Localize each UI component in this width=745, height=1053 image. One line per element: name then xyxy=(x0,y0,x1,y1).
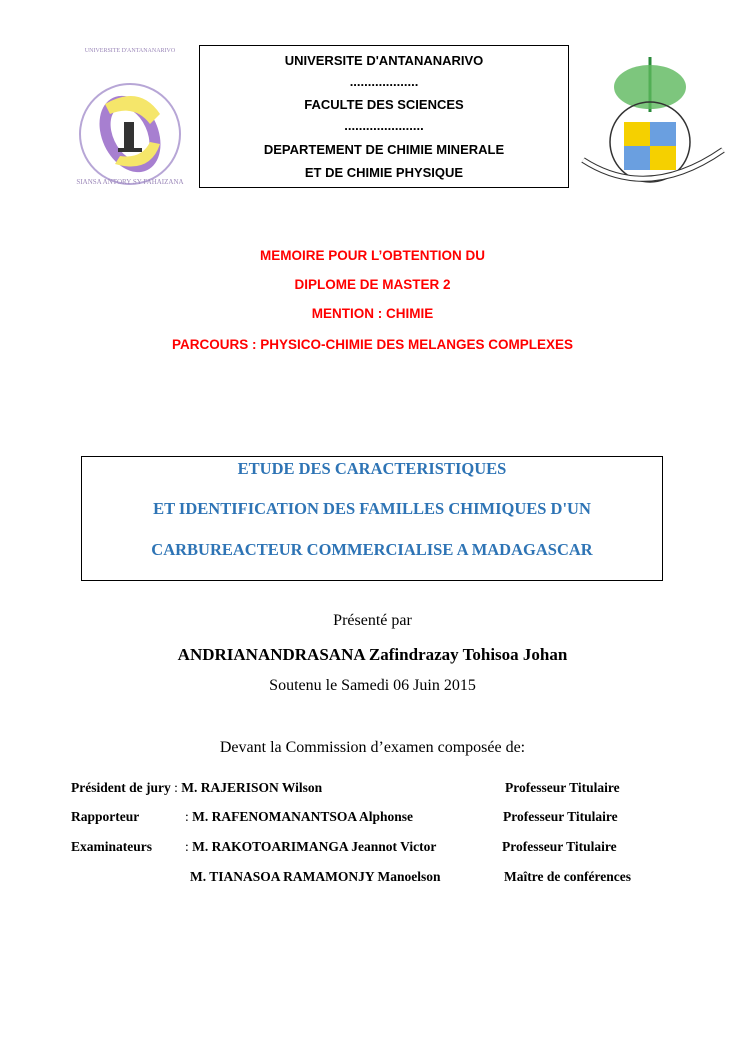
faculty-logo xyxy=(70,44,190,192)
mention: MENTION : CHIMIE xyxy=(311,306,434,321)
parcours: PARCOURS : PHYSICO-CHIMIE DES MELANGES COMPLEXES xyxy=(171,337,574,352)
title-line-2: ET IDENTIFICATION DES FAMILLES CHIMIQUES D'UN xyxy=(153,499,591,518)
separator: ................... xyxy=(349,74,419,89)
jury-separator: : xyxy=(174,780,178,795)
memoire-line-2: DIPLOME DE MASTER 2 xyxy=(294,277,451,292)
separator: ...................... xyxy=(344,118,424,133)
author-name: ANDRIANANDRASANA Zafindrazay Tohisoa Johan xyxy=(177,645,568,664)
svg-text:UNIVERSITE D'ANTANANARIVO: UNIVERSITE D'ANTANANARIVO xyxy=(84,48,176,54)
jury-separator: : xyxy=(185,839,189,854)
jury-row xyxy=(71,780,322,796)
jury-title: Professeur Titulaire xyxy=(505,780,620,795)
jury-name: M. RAJERISON Wilson xyxy=(181,780,323,795)
thesis-title-box xyxy=(81,456,663,581)
memoire-line-1: MEMOIRE POUR L’OBTENTION DU xyxy=(259,248,485,263)
svg-text:SIANSA ANTORY SY FAHAIZANA: SIANSA ANTORY SY FAHAIZANA xyxy=(76,178,184,186)
department-line-1: DEPARTEMENT DE CHIMIE MINERALE xyxy=(263,142,505,157)
jury-name: M. RAKOTOARIMANGA Jeannot Victor xyxy=(192,839,437,854)
commission-intro: Devant la Commission d’examen composée de: xyxy=(219,739,526,756)
jury-role: Examinateurs xyxy=(71,839,152,854)
jury-role: Président de jury xyxy=(71,780,171,795)
jury-name: M. RAFENOMANANTSOA Alphonse xyxy=(192,809,414,824)
title-line-3: CARBUREACTEUR COMMERCIALISE A MADAGASCAR xyxy=(151,540,593,559)
university-emblem xyxy=(578,52,728,192)
jury-title: Professeur Titulaire xyxy=(503,809,618,824)
presented-by: Présenté par xyxy=(333,612,412,629)
title-line-1: ETUDE DES CARACTERISTIQUES xyxy=(237,459,507,478)
jury-title: Maître de conférences xyxy=(504,869,631,884)
jury-title: Professeur Titulaire xyxy=(502,839,617,854)
jury-name: M. TIANASOA RAMAMONJY Manoelson xyxy=(190,869,441,884)
jury-separator: : xyxy=(185,809,189,824)
department-line-2: ET DE CHIMIE PHYSIQUE xyxy=(304,165,464,180)
faculty-name: FACULTE DES SCIENCES xyxy=(304,97,464,112)
institution-header-box xyxy=(199,45,569,188)
defense-date: Soutenu le Samedi 06 Juin 2015 xyxy=(269,677,476,694)
university-name: UNIVERSITE D'ANTANANARIVO xyxy=(284,53,484,68)
jury-role: Rapporteur xyxy=(71,809,140,824)
